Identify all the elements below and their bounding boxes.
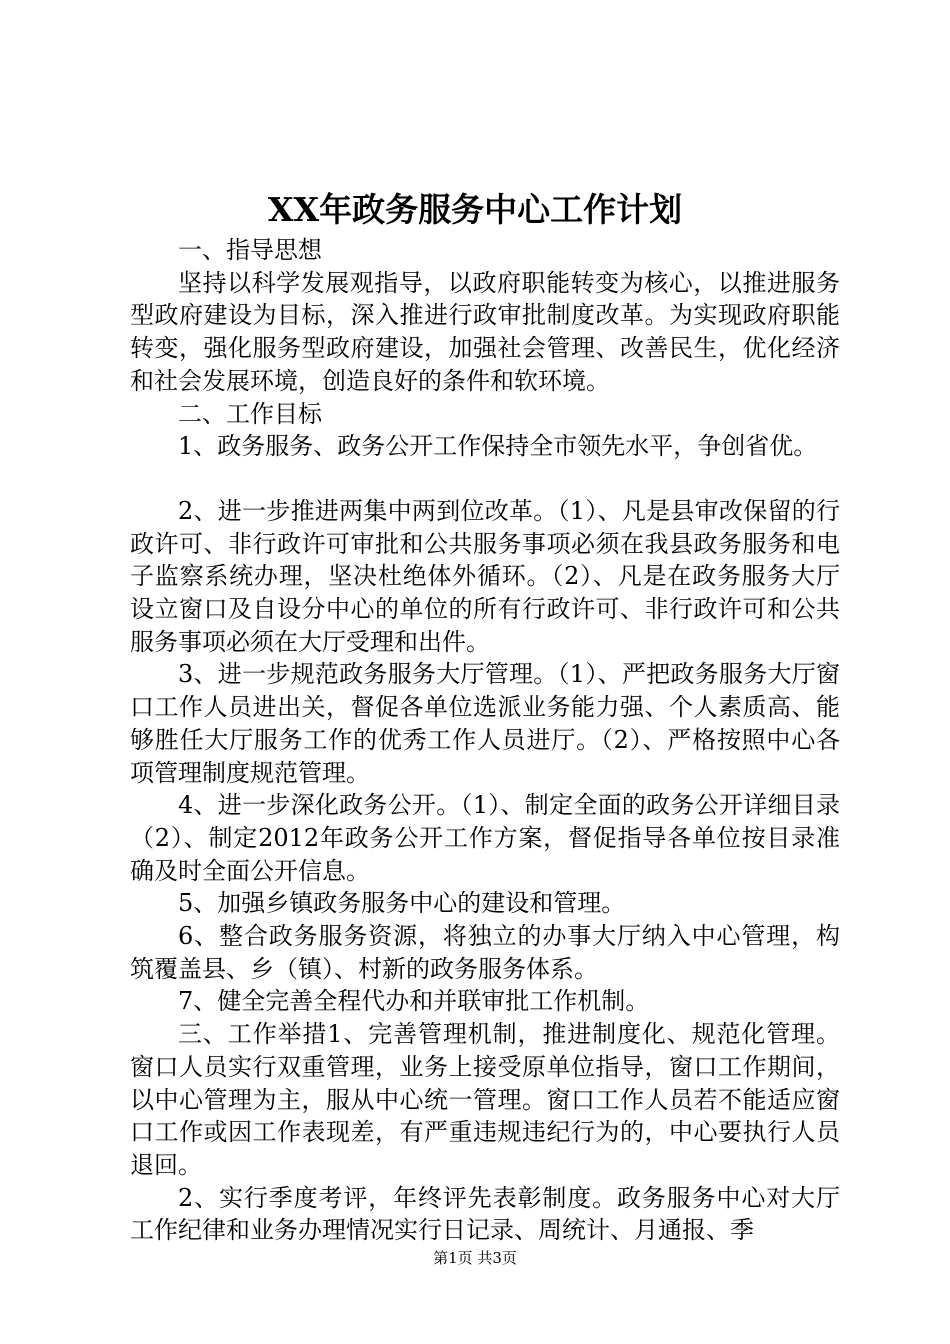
- goal-item-2: 2、进一步推进两集中两到位改革。（1）、凡是县审改保留的行政许可、非行政许可审批和公共服务事项必须在我县政务服务和电子监察系统办理，坚决杜绝体外循环。（2）、凡是在政务服务大厅设立窗口及自设分中心的单位的所有行政许可、非行政许可和公共服务事项必须在大厅受理和出件。: [130, 496, 840, 656]
- goal-item-5: 5、加强乡镇政务服务中心的建设和管理。: [178, 889, 626, 918]
- measures-item-2: 2、实行季度考评，年终评先表彰制度。政务服务中心对大厅工作纪律和业务办理情况实行日记录、周统计、月通报、季: [130, 1183, 840, 1245]
- goal-item-4: 4、进一步深化政务公开。（1）、制定全面的政务公开详细目录（2）、制定2012年政务公开工作方案，督促指导各单位按目录准确及时全面公开信息。: [130, 791, 840, 885]
- goal-item-3: 3、进一步规范政务服务大厅管理。（1）、严把政务服务大厅窗口工作人员进出关，督促各单位选派业务能力强、个人素质高、能够胜任大厅服务工作的优秀工作人员进厅。（2）、严格按照中心各项管理制度规范管理。: [130, 660, 840, 787]
- goal-item-6: 6、整合政务服务资源，将独立的办事大厅纳入中心管理，构筑覆盖县、乡（镇）、村新的政务服务体系。: [130, 922, 840, 983]
- measures-item-1: 三、工作举措1、完善管理机制，推进制度化、规范化管理。窗口人员实行双重管理，业务上接受原单位指导，窗口工作期间，以中心管理为主，服从中心统一管理。窗口工作人员若不能适应窗口工作或因工作表现差，有严重违规违纪行为的，中心要执行人员退回。: [130, 1020, 840, 1179]
- document-body: [130, 234, 840, 1247]
- goal-item-1: 1、政务服务、政务公开工作保持全市领先水平，争创省优。: [178, 432, 818, 461]
- section-heading-work-goals: 二、工作目标: [178, 399, 322, 428]
- paragraph-guiding-ideology: 坚持以科学发展观指导，以政府职能转变为核心，以推进服务型政府建设为目标，深入推进行政审批制度改革。为实现政府职能转变，强化服务型政府建设，加强社会管理、改善民生，优化经济和社会发展环境，创造良好的条件和软环境。: [130, 268, 840, 395]
- section-heading-guiding-ideology: 一、指导思想: [178, 236, 322, 264]
- page-number-footer: 第1页 共3页: [433, 1249, 517, 1267]
- goal-item-7: 7、健全完善全程代办和并联审批工作机制。: [178, 987, 650, 1016]
- document-title: XX年政务服务中心工作计划: [267, 190, 683, 229]
